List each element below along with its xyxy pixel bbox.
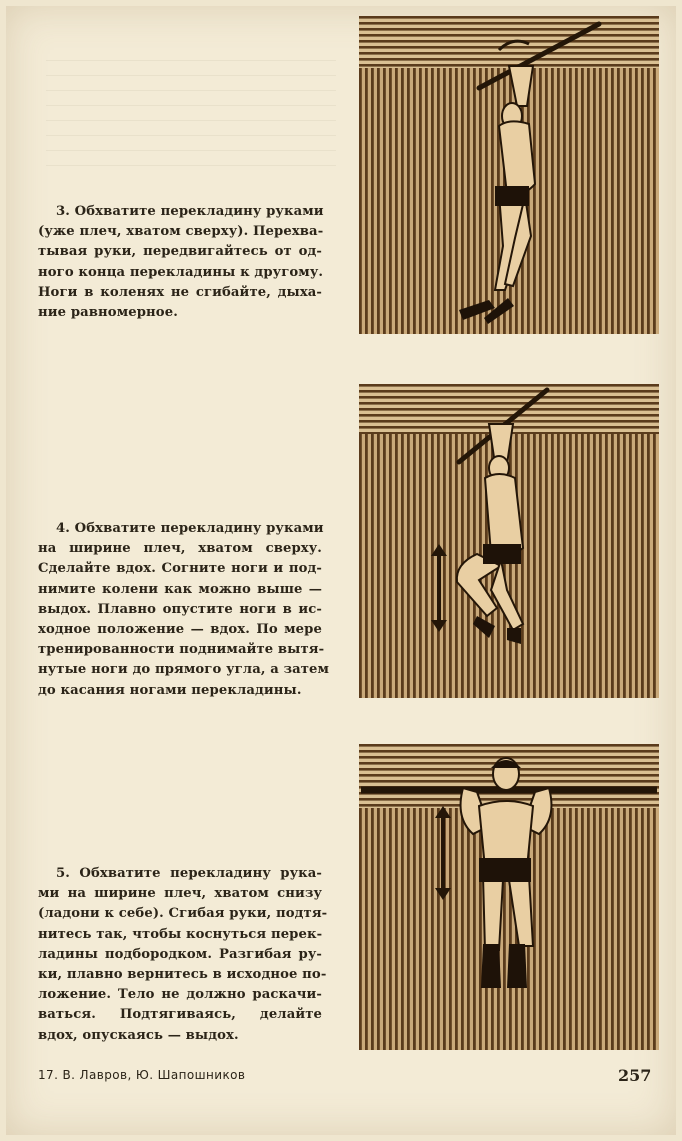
exercise-4-illustration — [359, 384, 659, 698]
text-line: (ладони к себе). Сгибая руки, подтя- — [38, 906, 328, 922]
exercise-3-text — [38, 202, 322, 323]
book-page — [6, 6, 676, 1135]
text-line: (уже плеч, хватом сверху). Перехва- — [38, 224, 324, 240]
text-line: ваться. Подтягиваясь, делайте — [38, 1007, 322, 1023]
text-line: на ширине плеч, хватом сверху. — [38, 541, 322, 557]
text-line: ми на ширине плеч, хватом снизу — [38, 886, 322, 902]
text-line: нитесь так, чтобы коснуться перек- — [38, 926, 323, 942]
text-line: тренированности поднимайте вытя- — [38, 642, 325, 658]
text-line: нутые ноги до прямого угла, а затем — [38, 662, 330, 678]
exercise-3-illustration — [359, 16, 659, 334]
text-line: тывая руки, передвигайтесь от од- — [38, 244, 322, 260]
text-line: ного конца перекладины к другому. — [38, 264, 324, 280]
author-signature: 17. В. Лавров, Ю. Шапошников — [38, 1068, 246, 1082]
text-line: Сделайте вдох. Согните ноги и под- — [38, 561, 322, 577]
text-line: 4. Обхватите перекладину руками — [56, 521, 324, 536]
text-line: ходное положение — вдох. По мере — [38, 622, 322, 638]
text-line: вдох, опускаясь — выдох. — [38, 1027, 239, 1043]
text-line: выдох. Плавно опустите ноги в ис- — [38, 601, 322, 617]
exercise-5-illustration — [359, 744, 659, 1050]
text-line: ние равномерное. — [38, 305, 178, 321]
text-line: ладины подбородком. Разгибая ру- — [38, 946, 322, 962]
exercise-5-text — [38, 864, 328, 1046]
text-line: 5. Обхватите перекладину рука- — [56, 866, 322, 881]
exercise-4-text — [38, 519, 330, 701]
text-line: Ноги в коленях не сгибайте, дыха- — [38, 284, 322, 300]
text-line: ложение. Тело не должно раскачи- — [38, 987, 322, 1003]
text-line: нимите колени как можно выше — — [38, 581, 322, 597]
text-line: 3. Обхватите перекладину руками — [56, 204, 324, 219]
text-line: до касания ногами перекладины. — [38, 682, 302, 698]
bleed-through-texture — [46, 46, 336, 166]
page-number: 257 — [618, 1066, 652, 1085]
text-line: ки, плавно вернитесь в исходное по- — [38, 967, 327, 983]
